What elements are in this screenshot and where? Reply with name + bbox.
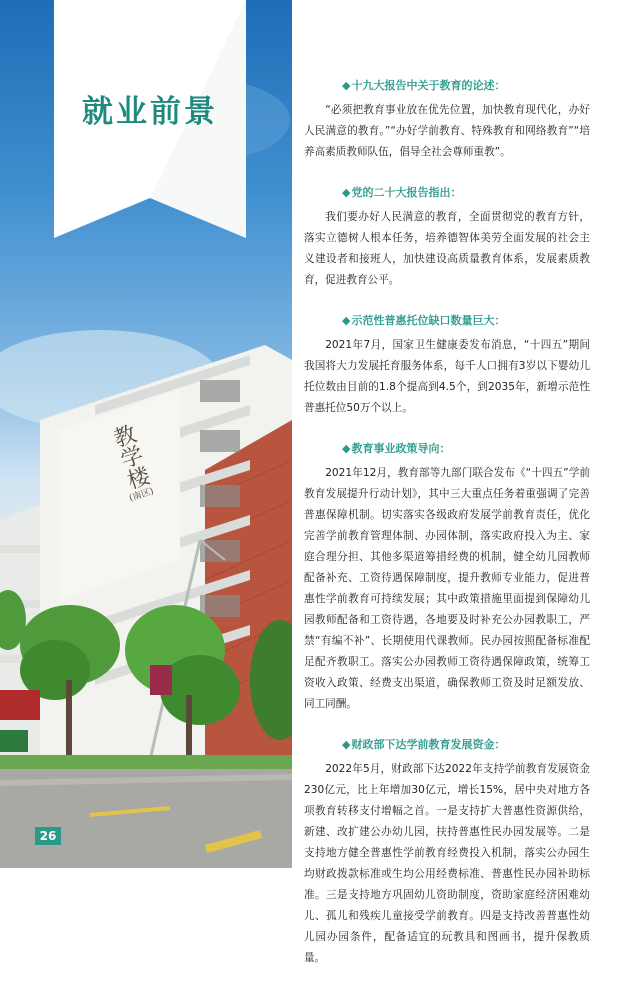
diamond-icon: ◆ [342, 79, 351, 92]
building-sign-subtext: (南区) [128, 486, 156, 504]
section-heading-text: 财政部下达学前教育发展资金： [351, 738, 506, 751]
diamond-icon: ◆ [342, 442, 351, 455]
section-heading-text: 教育事业政策导向： [351, 442, 451, 455]
section-heading [342, 441, 590, 457]
section-funding [304, 737, 590, 969]
section-20th-congress [304, 185, 590, 291]
diamond-icon: ◆ [342, 738, 351, 751]
section-heading [342, 185, 590, 201]
section-body: 我们要办好人民满意的教育，全面贯彻党的教育方针，落实立德树人根本任务，培养德智体美劳全面发展的社会主义建设者和接班人，加快建设高质量教育体系，发展素质教育，促进教育公平。 [304, 211, 590, 286]
section-body: 2022年5月，财政部下达2022年支持学前教育发展资金230亿元，比上年增加30亿元，增长15%，居中央对地方各项教育转移支付增幅之首。一是支持扩大普惠性资源供给，新建、改扩建公办幼儿园，扶持普惠性民办园发展等。二是支持地方健全普惠性学前教育经费投入机制，落实公办园生均财政拨款标准或生均公用经费标准、普惠性民办园补助标准。三是支持地方巩固幼儿资助制度，资助家庭经济困难幼儿、孤儿和残疾儿童接受学前教育。四是支持改善普惠性幼儿园办园条件，配备适宜的玩教具和图画书，提升保教质量。 [304, 763, 590, 964]
section-heading [342, 78, 590, 94]
section-heading [342, 737, 590, 753]
section-body: “必须把教育事业放在优先位置，加快教育现代化，办好人民满意的教育。”“办好学前教育、特殊教育和网络教育”“培养高素质教师队伍，倡导全社会尊师重教”。 [304, 104, 590, 158]
section-heading [342, 313, 590, 329]
section-19th-congress [304, 78, 590, 163]
section-heading-text: 党的二十大报告指出： [351, 186, 462, 199]
section-heading-text: 十九大报告中关于教育的论述： [351, 79, 506, 92]
building-sign-text: 教学楼 [107, 421, 152, 493]
diamond-icon: ◆ [342, 186, 351, 199]
section-childcare-gap [304, 313, 590, 419]
page-title: 就业前景 [82, 94, 218, 130]
article-content [304, 78, 590, 991]
page-number: 26 [35, 827, 61, 845]
section-body: 2021年7月，国家卫生健康委发布消息，“十四五”期间我国将大力发展托育服务体系，每千人口拥有3岁以下婴幼儿托位数由目前的1.8个提高到4.5个，到2035年，新增示范性普惠托位50万个以上。 [304, 339, 590, 414]
section-policy-direction [304, 441, 590, 715]
section-body: 2021年12月，教育部等九部门联合发布《“十四五”学前教育发展提升行动计划》，其中三大重点任务着重强调了完善普惠保障机制。切实落实各级政府发展学前教育责任，优化完善学前教育管理体制、办园体制，落实政府投入为主、家庭合理分担、其他多渠道筹措经费的机制，健全幼儿园教师配备补充、工资待遇保障制度，提升教师专业能力，促进普惠性学前教育可持续发展；其中政策措施里面提到保障幼儿园教师配备和工资待遇，各地要及时补充公办园教职工，严禁“有编不补”、长期使用代课教师。民办园按照配备标准配足配齐教职工。落实公办园教师工资待遇保障政策，统筹工资收入政策、经费支出渠道，确保教师工资及时足额发放、同工同酬。 [304, 467, 590, 710]
section-heading-text: 示范性普惠托位缺口数量巨大： [351, 314, 506, 327]
diamond-icon: ◆ [342, 314, 351, 327]
